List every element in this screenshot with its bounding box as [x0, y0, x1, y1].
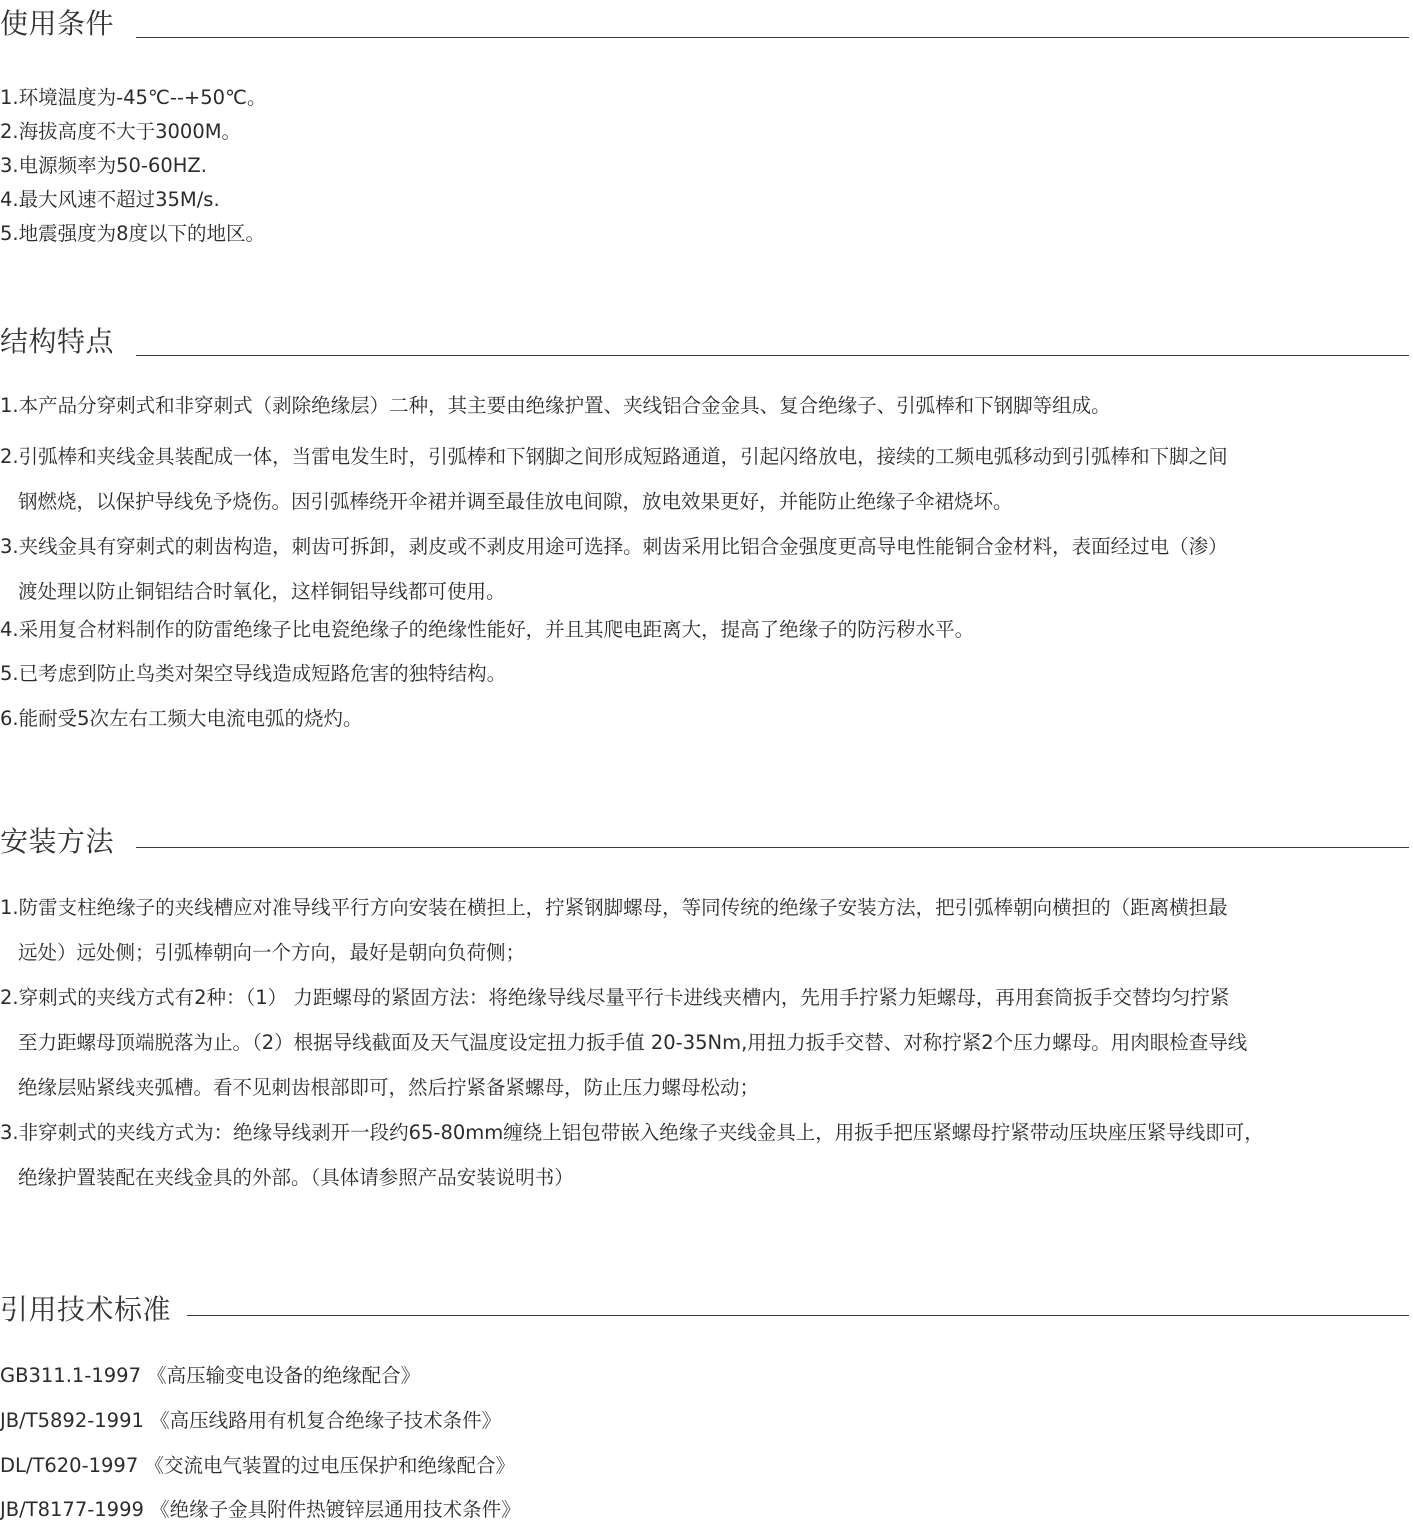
installation-item-2-line-2: 至力距螺母顶端脱落为止。（2）根据导线截面及天气温度设定扭力扳手值 20-35Nm,用扭力扳手交替、对称拧紧2个压力螺母。用肉眼检查导线: [18, 1031, 1248, 1054]
standards-section: [0, 1290, 1413, 1521]
standards-header: [0, 1290, 1413, 1330]
installation-divider: [136, 847, 1409, 848]
installation-item-3-line-2: 绝缘护置装配在夹线金具的外部。（具体请参照产品安装说明书）: [18, 1166, 574, 1189]
conditions-header: [0, 4, 1413, 44]
structure-item-3-line-2: 渡处理以防止铜铝结合时氧化，这样铜铝导线都可使用。: [18, 580, 506, 603]
conditions-item-2: 2.海拔高度不大于3000M。: [0, 120, 242, 143]
installation-item-2-line-1: 2.穿刺式的夹线方式有2种：（1） 力距螺母的紧固方法：将绝缘导线尽量平行卡进线夹槽内，先用手拧紧力矩螺母，再用套筒扳手交替均匀拧紧: [0, 986, 1230, 1009]
structure-item-2: [0, 434, 1228, 524]
conditions-section: [0, 4, 1413, 245]
structure-item-5: [0, 658, 506, 686]
standards-divider: [187, 1315, 1409, 1316]
installation-item-1-line-2: 远处）远处侧；引弧棒朝向一个方向，最好是朝向负荷侧；: [18, 941, 526, 964]
installation-section: [0, 822, 1413, 1189]
standards-item-1: GB311.1-1997 《高压输变电设备的绝缘配合》: [0, 1364, 421, 1387]
structure-item-2-line-2: 钢燃烧，以保护导线免予烧伤。因引弧棒绕开伞裙并调至最佳放电间隙，放电效果更好，并能防止绝缘子伞裙烧坏。: [18, 490, 1013, 513]
structure-title: 结构特点: [0, 325, 115, 358]
conditions-title: 使用条件: [0, 7, 115, 40]
conditions-item-1: 1.环境温度为-45℃--+50℃。: [0, 86, 267, 109]
standards-item-2: JB/T5892-1991 《高压线路用有机复合绝缘子技术条件》: [0, 1409, 502, 1432]
structure-item-2-line-1: 2.引弧棒和夹线金具装配成一体，当雷电发生时，引弧棒和下钢脚之间形成短路通道，引起闪络放电，接续的工频电弧移动到引弧棒和下脚之间: [0, 445, 1228, 468]
installation-title: 安装方法: [0, 825, 115, 858]
structure-item-1: [0, 390, 1111, 418]
structure-item-3-line-1: 3.夹线金具有穿刺式的刺齿构造，刺齿可拆卸，剥皮或不剥皮用途可选择。刺齿采用比铝合金强度更高导电性能铜合金材料，表面经过电（渗）: [0, 535, 1228, 558]
installation-item-2: [0, 975, 1247, 1110]
standards-item-4: JB/T8177-1999 《绝缘子金具附件热镀锌层通用技术条件》: [0, 1498, 521, 1521]
structure-item-4: [0, 614, 974, 642]
installation-item-3: [0, 1110, 1264, 1200]
structure-divider: [136, 355, 1409, 356]
structure-item-5-line-1: 5.已考虑到防止鸟类对架空导线造成短路危害的独特结构。: [0, 662, 507, 685]
conditions-divider: [136, 37, 1409, 38]
structure-item-1-line-1: 1.本产品分穿刺式和非穿刺式（剥除绝缘层）二种，其主要由绝缘护置、夹线铝合金金具、复合绝缘子、引弧棒和下钢脚等组成。: [0, 394, 1111, 417]
conditions-item-5: 5.地震强度为8度以下的地区。: [0, 222, 266, 245]
structure-section: [0, 322, 1413, 730]
structure-header: [0, 322, 1413, 362]
installation-item-3-line-1: 3.非穿刺式的夹线方式为：绝缘导线剥开一段约65-80mm缠绕上铝包带嵌入绝缘子夹线金具上，用扳手把压紧螺母拧紧带动压块座压紧导线即可，: [0, 1121, 1264, 1144]
conditions-item-4: 4.最大风速不超过35M/s.: [0, 188, 220, 211]
installation-item-1: [0, 885, 1228, 975]
structure-item-6-line-1: 6.能耐受5次左右工频大电流电弧的烧灼。: [0, 707, 363, 730]
standards-item-3: DL/T620-1997 《交流电气装置的过电压保护和绝缘配合》: [0, 1454, 515, 1477]
installation-item-2-line-3: 绝缘层贴紧线夹弧槽。看不见刺齿根部即可，然后拧紧备紧螺母，防止压力螺母松动；: [18, 1076, 760, 1099]
installation-item-1-line-1: 1.防雷支柱绝缘子的夹线槽应对准导线平行方向安装在横担上，拧紧钢脚螺母，等同传统的绝缘子安装方法，把引弧棒朝向横担的（距离横担最: [0, 896, 1228, 919]
structure-item-3: [0, 524, 1228, 614]
standards-title: 引用技术标准: [0, 1293, 172, 1326]
installation-header: [0, 822, 1413, 862]
conditions-item-3: 3.电源频率为50-60HZ.: [0, 154, 207, 177]
structure-item-6: [0, 703, 363, 731]
structure-item-4-line-1: 4.采用复合材料制作的防雷绝缘子比电瓷绝缘子的绝缘性能好，并且其爬电距离大，提高了绝缘子的防污秽水平。: [0, 618, 975, 641]
